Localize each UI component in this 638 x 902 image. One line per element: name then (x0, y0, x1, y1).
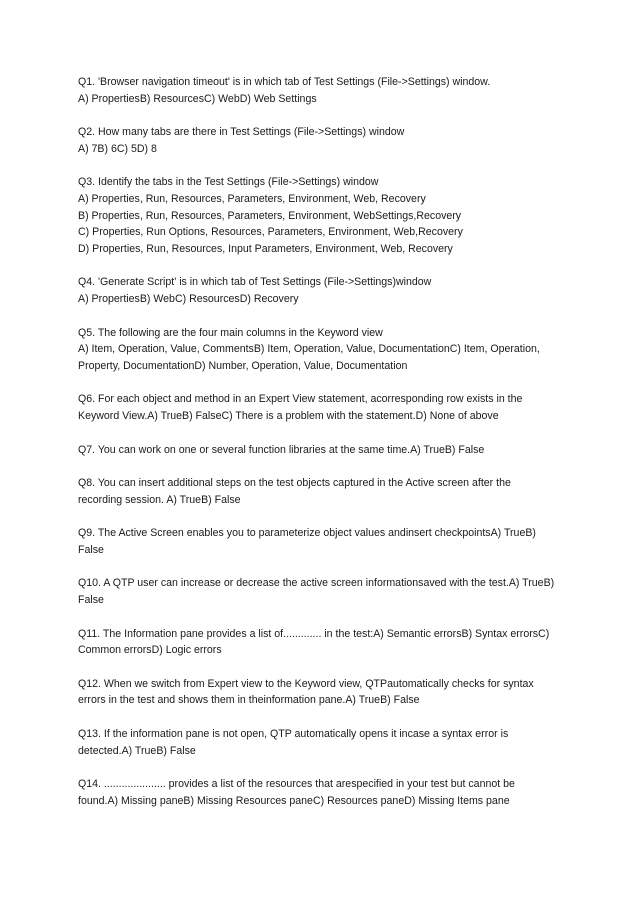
question-line: recording session. A) TrueB) False (78, 493, 241, 506)
question-line: Property, DocumentationD) Number, Operation, Value, Documentation (78, 359, 408, 372)
question-block (78, 124, 578, 157)
question-line: A) 7B) 6C) 5D) 8 (78, 142, 157, 155)
question-text: Q6. For each object and method in an Expert View statement, acorresponding row exists in the (78, 393, 523, 406)
question-line: Common errorsD) Logic errors (78, 644, 222, 657)
question-text: Q12. When we switch from Expert view to the Keyword view, QTPautomatically checks for syntax (78, 677, 534, 690)
question-block (78, 525, 578, 558)
question-block (78, 776, 578, 809)
question-line: A) Properties, Run, Resources, Parameters, Environment, Web, Recovery (78, 192, 426, 205)
question-list (78, 74, 578, 809)
question-line: D) Properties, Run, Resources, Input Parameters, Environment, Web, Recovery (78, 242, 453, 255)
question-text: Q11. The Information pane provides a list of............. in the test:A) Semantic errorsB) Syntax errorsC) (78, 627, 550, 640)
question-text: Q13. If the information pane is not open, QTP automatically opens it incase a syntax error is (78, 728, 509, 741)
question-line: A) Item, Operation, Value, CommentsB) Item, Operation, Value, DocumentationC) Item, Operation, (78, 343, 540, 356)
question-block (78, 391, 578, 424)
question-line: False (78, 594, 104, 607)
question-line: detected.A) TrueB) False (78, 744, 196, 757)
question-text: Q9. The Active Screen enables you to parameterize object values andinsert checkpointsA) TrueB) (78, 527, 536, 540)
question-line: Keyword View.A) TrueB) FalseC) There is a problem with the statement.D) None of above (78, 409, 499, 422)
question-text: Q14. ..................... provides a list of the resources that arespecified in your test but cannot be (78, 778, 515, 791)
question-block (78, 442, 578, 459)
question-block (78, 475, 578, 508)
question-block (78, 325, 578, 375)
question-text: Q10. A QTP user can increase or decrease the active screen informationsaved with the test.A) TrueB) (78, 577, 555, 590)
question-text: Q5. The following are the four main columns in the Keyword view (78, 326, 383, 339)
question-text: Q8. You can insert additional steps on the test objects captured in the Active screen after the (78, 477, 511, 490)
question-line: C) Properties, Run Options, Resources, Parameters, Environment, Web,Recovery (78, 226, 463, 239)
question-text: Q4. 'Generate Script' is in which tab of Test Settings (File->Settings)window (78, 276, 432, 289)
question-text: Q1. 'Browser navigation timeout' is in which tab of Test Settings (File->Settings) window. (78, 76, 491, 88)
question-text: Q2. How many tabs are there in Test Settings (File->Settings) window (78, 126, 405, 139)
question-line: A) PropertiesB) ResourcesC) WebD) Web Settings (78, 92, 317, 105)
question-text: Q3. Identify the tabs in the Test Settings (File->Settings) window (78, 176, 379, 189)
question-line: found.A) Missing paneB) Missing Resources paneC) Resources paneD) Missing Items pane (78, 794, 510, 807)
question-block (78, 676, 578, 709)
question-block (78, 274, 578, 307)
question-line: False (78, 543, 104, 556)
question-line: errors in the test and shows them in theinformation pane.A) TrueB) False (78, 694, 420, 707)
question-block (78, 726, 578, 759)
question-block (78, 575, 578, 608)
question-block (78, 74, 578, 107)
question-block (78, 626, 578, 659)
question-line: A) PropertiesB) WebC) ResourcesD) Recovery (78, 292, 299, 305)
question-text: Q7. You can work on one or several function libraries at the same time.A) TrueB) False (78, 443, 485, 456)
question-line: B) Properties, Run, Resources, Parameters, Environment, WebSettings,Recovery (78, 209, 462, 222)
question-block (78, 174, 578, 257)
